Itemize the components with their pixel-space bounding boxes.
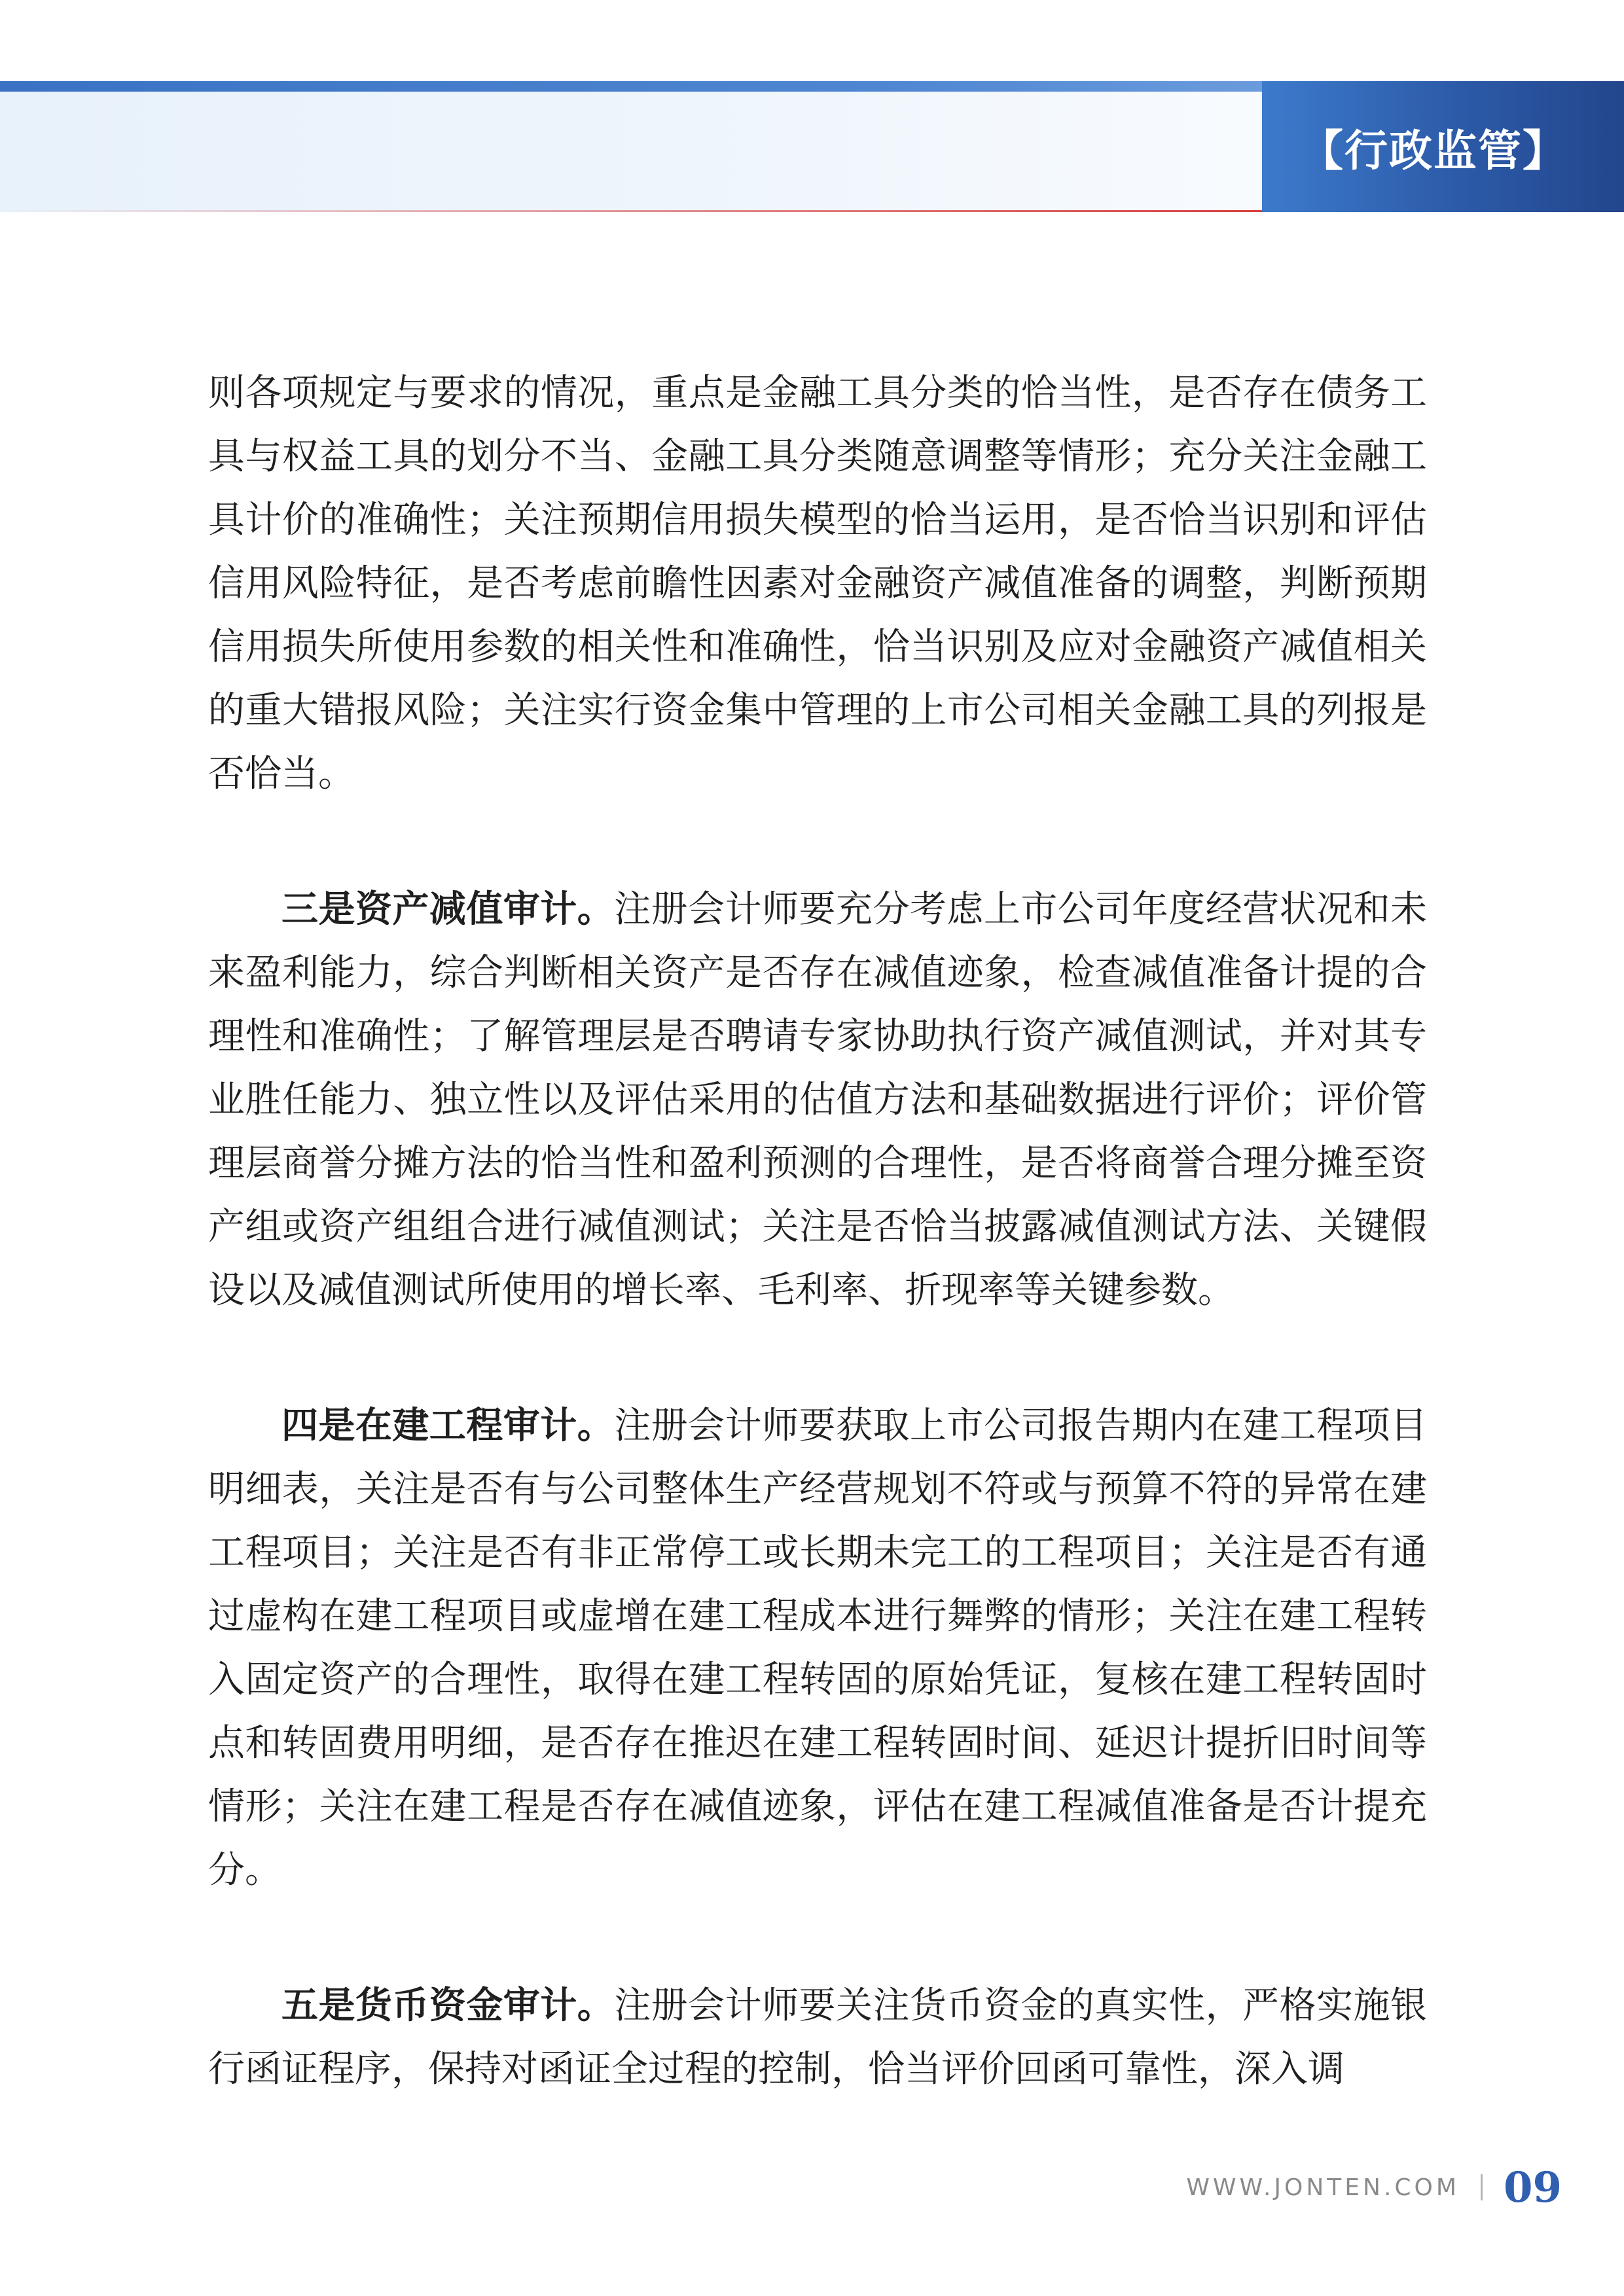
paragraph-construction-in-progress (208, 1394, 1427, 1902)
paragraph-asset-impairment (208, 878, 1427, 1322)
section-tag-label: 【行政监管】 (1300, 125, 1567, 176)
section-tag (1262, 81, 1624, 212)
page-number: 09 (1503, 2162, 1562, 2212)
paragraph-lead: 五是货币资金审计。 (281, 1984, 615, 2027)
footer-website: WWW.JONTEN.COM (1186, 2174, 1460, 2201)
paragraph-text: 注册会计师要充分考虑上市公司年度经营状况和未来盈利能力，综合判断相关资产是否存在减值迹象，检查减值准备计提的合理性和准确性；了解管理层是否聘请专家协助执行资产减值测试，并对其专业胜任能力、独立性以及评估采用的估值方法和基础数据进行评价；评价管理层商誉分摊方法的恰当性和盈利预测的合理性，是否将商誉合理分摊至资产组或资产组组合进行减值测试；关注是否恰当披露减值测试方法、关键假设以及减值测试所使用的增长率、毛利率、折现率等关键参数。 (208, 888, 1428, 1312)
header-bottom-rule (0, 210, 1262, 212)
paragraph-lead: 三是资产减值审计。 (281, 888, 615, 931)
page-footer (1186, 2161, 1562, 2214)
header-top-rule (0, 81, 1262, 92)
paragraph-continued (208, 361, 1427, 806)
article-body (208, 361, 1427, 2173)
header-band (0, 81, 1262, 212)
paragraph-monetary-funds (208, 1974, 1427, 2101)
paragraph-lead: 四是在建工程审计。 (281, 1405, 615, 1447)
paragraph-text: 注册会计师要获取上市公司报告期内在建工程项目明细表，关注是否有与公司整体生产经营规划不符或与预算不符的异常在建工程项目；关注是否有非正常停工或长期未完工的工程项目；关注是否有通过虚构在建工程项目或虚增在建工程成本进行舞弊的情形；关注在建工程转入固定资产的合理性，取得在建工程转固的原始凭证，复核在建工程转固时点和转固费用明细，是否存在推迟在建工程转固时间、延迟计提折旧时间等情形；关注在建工程是否存在减值迹象，评估在建工程减值准备是否计提充分。 (208, 1405, 1428, 1892)
paragraph-text: 则各项规定与要求的情况，重点是金融工具分类的恰当性，是否存在债务工具与权益工具的划分不当、金融工具分类随意调整等情形；充分关注金融工具计价的准确性；关注预期信用损失模型的恰当运用，是否恰当识别和评估信用风险特征，是否考虑前瞻性因素对金融资产减值准备的调整，判断预期信用损失所使用参数的相关性和准确性，恰当识别及应对金融资产减值相关的重大错报风险；关注实行资金集中管理的上市公司相关金融工具的列报是否恰当。 (208, 372, 1427, 795)
footer-divider (1481, 2174, 1483, 2200)
paragraph-text: 注册会计师要关注货币资金的真实性，严格实施银行函证程序，保持对函证全过程的控制，恰当评价回函可靠性，深入调 (208, 1984, 1428, 2090)
